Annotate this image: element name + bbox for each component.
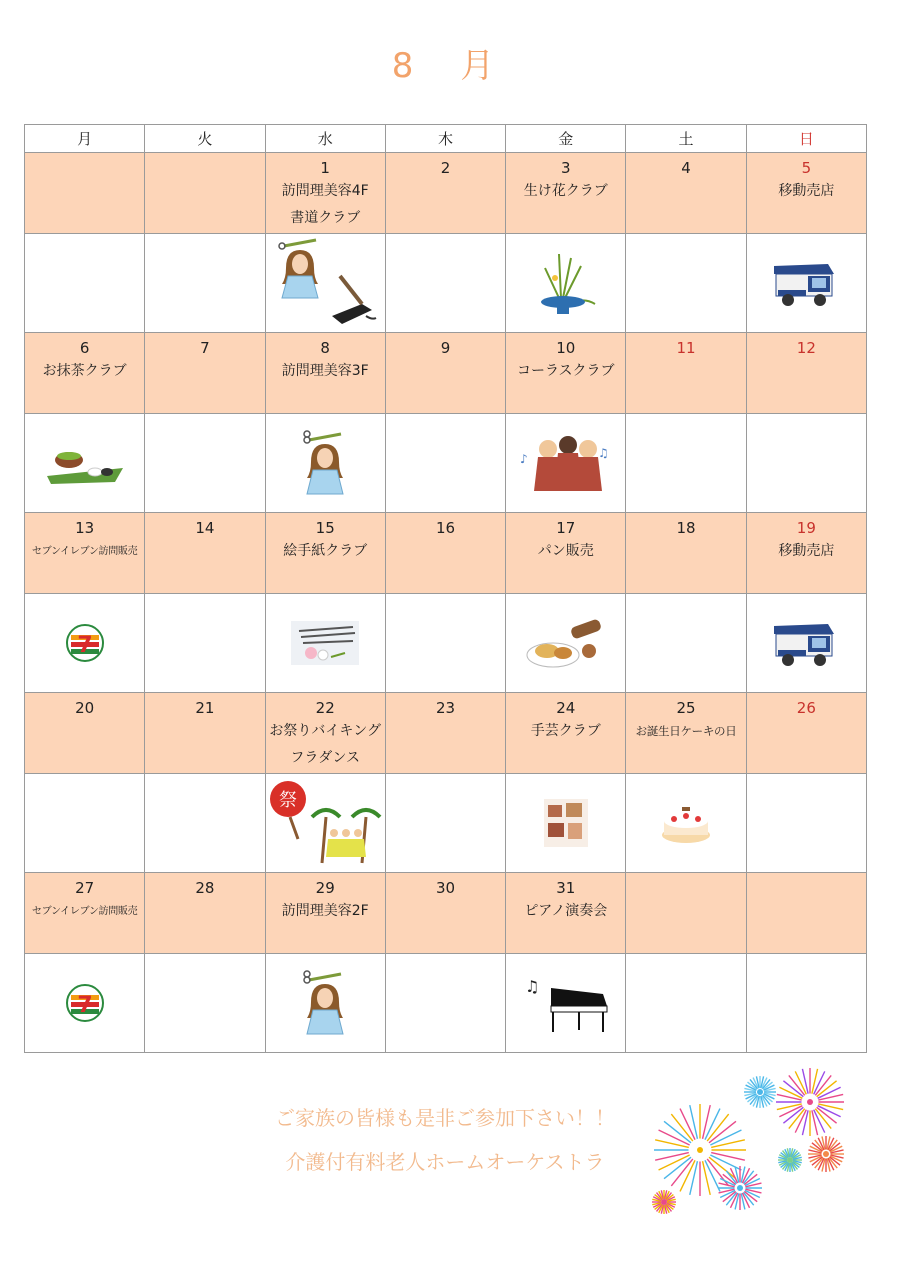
day-cell <box>25 153 145 234</box>
day-cell <box>265 513 385 594</box>
day-number: 4 <box>681 159 691 177</box>
day-cell <box>145 513 265 594</box>
day-cell <box>746 153 866 234</box>
day-image-cell <box>506 234 626 333</box>
event-label: ピアノ演奏会 <box>524 903 608 919</box>
day-number: 19 <box>796 519 816 537</box>
day-cell <box>25 873 145 954</box>
day-image-cell <box>385 954 505 1053</box>
weekday-thu: 木 <box>385 125 505 153</box>
event-label: 移動売店 <box>778 543 835 559</box>
week-info-row <box>25 693 867 774</box>
day-number: 21 <box>195 699 215 717</box>
cake-icon <box>660 813 712 832</box>
day-number: 14 <box>195 519 215 537</box>
day-cell <box>385 693 505 774</box>
seven-eleven-icon <box>65 993 105 1018</box>
day-number: 16 <box>435 519 456 537</box>
matcha-icon <box>43 453 127 472</box>
truck-icon <box>768 633 844 652</box>
day-number: 24 <box>556 699 576 717</box>
haircut-icon <box>295 453 355 472</box>
week-info-row <box>25 513 867 594</box>
day-image-cell <box>385 594 505 693</box>
day-cell <box>506 513 626 594</box>
day-number: 9 <box>440 339 451 357</box>
week-image-row <box>25 774 867 873</box>
day-cell <box>746 513 866 594</box>
event-label: 訪問理美容2F <box>281 903 369 919</box>
day-number: 13 <box>75 519 95 537</box>
day-number: 17 <box>556 519 576 537</box>
day-number: 22 <box>315 699 335 717</box>
day-number: 3 <box>560 159 571 177</box>
haircut-calligraphy-icon <box>270 273 380 292</box>
weekday-mon: 月 <box>25 125 145 153</box>
day-image-cell <box>746 414 866 513</box>
day-cell <box>385 873 505 954</box>
week-image-row <box>25 234 867 333</box>
day-cell <box>145 333 265 414</box>
ikebana-icon <box>531 273 601 292</box>
event-label: お誕生日ケーキの日 <box>635 724 737 738</box>
event-label: 手芸クラブ <box>530 723 601 739</box>
day-cell <box>145 873 265 954</box>
day-number: 18 <box>676 519 696 537</box>
chorus-icon <box>518 446 614 472</box>
svg-text:♪: ♪ <box>519 452 528 466</box>
day-image-cell <box>145 234 265 333</box>
day-number: 30 <box>435 879 456 897</box>
day-cell <box>265 153 385 234</box>
day-cell <box>506 873 626 954</box>
day-image-cell <box>746 234 866 333</box>
event-label: コーラスクラブ <box>516 363 615 379</box>
week-info-row <box>25 153 867 234</box>
day-cell <box>626 333 746 414</box>
day-cell <box>265 333 385 414</box>
day-image-cell <box>506 954 626 1053</box>
weekday-sat: 土 <box>626 125 746 153</box>
day-image-cell <box>506 774 626 873</box>
day-cell <box>746 873 866 954</box>
day-number: 8 <box>320 339 330 357</box>
day-number: 6 <box>79 339 90 357</box>
day-image-cell <box>626 954 746 1053</box>
day-number: 29 <box>315 879 335 897</box>
day-number: 2 <box>440 159 451 177</box>
weekday-sun: 日 <box>746 125 866 153</box>
day-image-cell <box>385 414 505 513</box>
day-cell <box>626 873 746 954</box>
day-cell <box>506 333 626 414</box>
weekday-header-row <box>25 125 867 153</box>
day-image-cell <box>626 594 746 693</box>
week-info-row <box>25 873 867 954</box>
event-label: 生け花クラブ <box>523 183 608 199</box>
day-image-cell <box>265 954 385 1053</box>
day-cell <box>626 153 746 234</box>
event-label: フラダンス <box>290 750 360 766</box>
event-label: 書道クラブ <box>290 210 361 226</box>
day-image-cell <box>506 594 626 693</box>
bread-icon <box>523 633 609 652</box>
day-image-cell <box>506 414 626 513</box>
footer-facility-name: 介護付有料老人ホームオーケストラ <box>285 1150 605 1174</box>
day-cell <box>25 693 145 774</box>
day-cell <box>145 693 265 774</box>
page-title: 8 月 <box>391 46 513 86</box>
day-image-cell <box>25 234 145 333</box>
day-image-cell <box>25 954 145 1053</box>
day-image-cell <box>25 414 145 513</box>
footer-invitation: ご家族の皆様も是非ご参加下さい！！ <box>275 1106 615 1130</box>
day-number: 1 <box>320 159 330 177</box>
week-image-row <box>25 414 867 513</box>
event-label: 移動売店 <box>778 183 835 199</box>
svg-text:祭: 祭 <box>279 790 298 811</box>
day-image-cell <box>746 774 866 873</box>
day-cell <box>25 513 145 594</box>
event-label: お祭りバイキング <box>269 723 381 739</box>
day-image-cell <box>746 594 866 693</box>
day-image-cell <box>265 234 385 333</box>
festival-hula-icon <box>266 790 384 832</box>
weekday-fri: 金 <box>506 125 626 153</box>
svg-text:7: 7 <box>76 993 93 1018</box>
event-label: パン販売 <box>537 543 594 559</box>
fireworks-icon <box>640 1062 870 1222</box>
day-cell <box>746 333 866 414</box>
day-number: 25 <box>676 699 696 717</box>
day-cell <box>506 153 626 234</box>
event-label: お抹茶クラブ <box>42 363 127 379</box>
day-image-cell <box>265 774 385 873</box>
calendar-body <box>25 153 867 1053</box>
day-number: 15 <box>315 519 335 537</box>
event-label: 訪問理美容3F <box>281 363 369 379</box>
svg-text:♫: ♫ <box>524 977 540 996</box>
day-cell <box>626 693 746 774</box>
truck-icon <box>768 273 844 292</box>
day-number: 28 <box>195 879 215 897</box>
day-number: 31 <box>556 879 576 897</box>
weekday-wed: 水 <box>265 125 385 153</box>
day-cell <box>265 873 385 954</box>
day-cell <box>746 693 866 774</box>
day-number: 5 <box>801 159 812 177</box>
day-cell <box>506 693 626 774</box>
day-image-cell <box>145 594 265 693</box>
svg-text:7: 7 <box>76 633 93 658</box>
day-cell <box>626 513 746 594</box>
day-number: 10 <box>556 339 576 357</box>
event-label: セブンイレブン訪問販売 <box>31 906 138 917</box>
event-label: 訪問理美容4F <box>281 183 369 199</box>
day-image-cell <box>25 594 145 693</box>
haircut-icon <box>295 993 355 1012</box>
day-image-cell <box>385 774 505 873</box>
day-cell <box>145 153 265 234</box>
day-number: 11 <box>676 339 696 357</box>
week-info-row <box>25 333 867 414</box>
handicraft-icon <box>542 813 590 832</box>
day-number: 12 <box>796 339 816 357</box>
day-image-cell <box>385 234 505 333</box>
seven-eleven-icon <box>65 633 105 658</box>
week-image-row <box>25 954 867 1053</box>
day-cell <box>25 333 145 414</box>
svg-text:♫: ♫ <box>597 446 609 460</box>
day-image-cell <box>265 594 385 693</box>
day-image-cell <box>626 774 746 873</box>
day-cell <box>265 693 385 774</box>
day-image-cell <box>746 954 866 1053</box>
event-label: セブンイレブン訪問販売 <box>31 546 138 557</box>
day-cell <box>385 333 505 414</box>
day-number: 23 <box>435 699 456 717</box>
day-cell <box>385 153 505 234</box>
day-image-cell <box>145 954 265 1053</box>
day-image-cell <box>145 774 265 873</box>
weekday-tue: 火 <box>145 125 265 153</box>
brush-icon <box>291 633 359 652</box>
calendar-table <box>24 124 867 1053</box>
day-number: 27 <box>75 879 95 897</box>
day-number: 7 <box>200 339 210 357</box>
day-image-cell <box>145 414 265 513</box>
piano-icon <box>523 977 609 1012</box>
day-number: 26 <box>796 699 816 717</box>
day-number: 20 <box>75 699 95 717</box>
day-image-cell <box>626 234 746 333</box>
event-label: 絵手紙クラブ <box>283 543 368 559</box>
day-image-cell <box>626 414 746 513</box>
day-cell <box>385 513 505 594</box>
day-image-cell <box>265 414 385 513</box>
week-image-row <box>25 594 867 693</box>
day-image-cell <box>25 774 145 873</box>
